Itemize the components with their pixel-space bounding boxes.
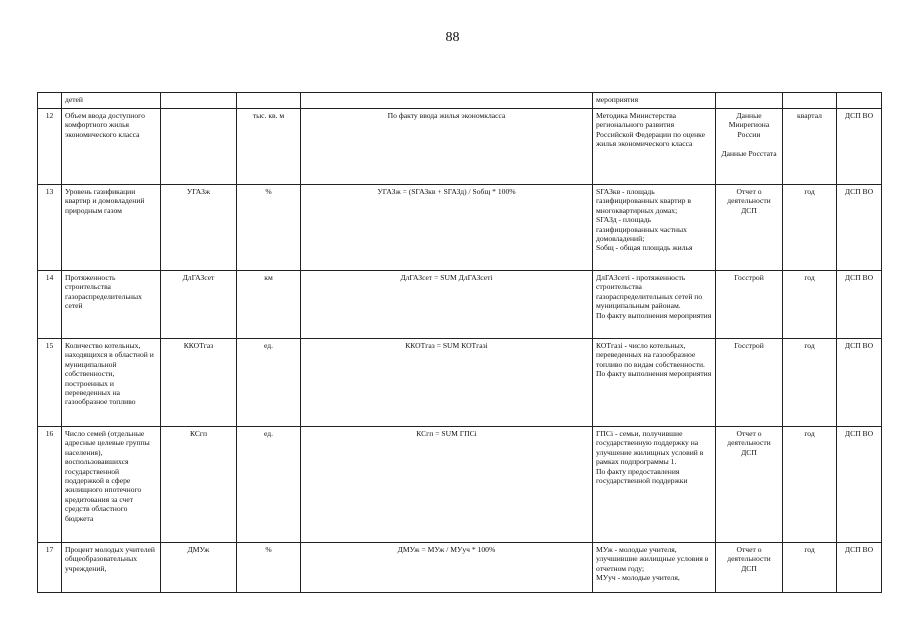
table-row — [38, 271, 882, 339]
indicator-code: КСгп — [161, 427, 237, 543]
data-source: Госстрой — [716, 271, 783, 339]
indicator-name: Процент молодых учителей общеобразовательных учреждений, — [62, 543, 161, 593]
responsible-party: ДСП ВО — [837, 109, 882, 185]
data-source: Госстрой — [716, 339, 783, 427]
calculation-formula: ДМУж = МУж / МУуч * 100% — [301, 543, 593, 593]
data-source: Данные Минрегиона России Данные Росстата — [716, 109, 783, 185]
calculation-formula: По факту ввода жилья экономкласса — [301, 109, 593, 185]
data-source: Отчет о деятельности ДСП — [716, 543, 783, 593]
indicator-name: Число семей (отдельные адресные целевые группы населения), воспользовавшихся государственной поддержкой в сфере жилищного ипотечного кредитования за счет средств областного бюджета — [62, 427, 161, 543]
method-description: ДлГАЗсетi - протяженность строительства газораспределительных сетей по муниципальным районам. По факту выполнения мероприятия — [593, 271, 716, 339]
responsible-party — [837, 93, 882, 109]
responsible-party: ДСП ВО — [837, 543, 882, 593]
reporting-period: год — [783, 427, 837, 543]
row-number — [38, 93, 62, 109]
unit-of-measure: км — [237, 271, 301, 339]
calculation-formula: ККОТгаз = SUM КОТгазi — [301, 339, 593, 427]
row-number: 17 — [38, 543, 62, 593]
reporting-period: год — [783, 271, 837, 339]
table-row — [38, 93, 882, 109]
row-number: 12 — [38, 109, 62, 185]
row-number: 16 — [38, 427, 62, 543]
unit-of-measure: % — [237, 543, 301, 593]
indicator-name: Протяженность строительства газораспределительных сетей — [62, 271, 161, 339]
table-row — [38, 427, 882, 543]
indicator-code: УГАЗж — [161, 185, 237, 271]
method-description: КОТгазi - число котельных, переведенных на газообразное топливо по видам собственности. По факту выполнения мероприятия — [593, 339, 716, 427]
page-number: 88 — [445, 30, 460, 45]
indicator-code: ККОТгаз — [161, 339, 237, 427]
reporting-period: год — [783, 543, 837, 593]
indicator-code — [161, 93, 237, 109]
responsible-party: ДСП ВО — [837, 271, 882, 339]
data-source: Отчет о деятельности ДСП — [716, 427, 783, 543]
method-description: Методика Министерства регионального развития Российской Федерации по оценке жилья экономического класса — [593, 109, 716, 185]
indicator-name: детей — [62, 93, 161, 109]
indicator-name: Количество котельных, находящихся в областной и муниципальной собственности, построенных и переведенных на газообразное топливо — [62, 339, 161, 427]
indicator-code: ДлГАЗсет — [161, 271, 237, 339]
calculation-formula: ДлГАЗсет = SUM ДлГАЗсетi — [301, 271, 593, 339]
method-description: МУж - молодые учителя, улучшившие жилищные условия в отчетном году; МУуч - молодые учителя, — [593, 543, 716, 593]
reporting-period: квартал — [783, 109, 837, 185]
method-description: мероприятия — [593, 93, 716, 109]
table-row — [38, 185, 882, 271]
reporting-period — [783, 93, 837, 109]
unit-of-measure — [237, 93, 301, 109]
indicator-code — [161, 109, 237, 185]
indicator-name: Объем ввода доступного комфортного жилья экономического класса — [62, 109, 161, 185]
method-description: SГАЗкв - площадь газифицированных квартир в многоквартирных домах; SГАЗд - площадь газифицированных частных домовладений; Sобщ - общая площадь жилья — [593, 185, 716, 271]
indicator-name: Уровень газификации квартир и домовладений природным газом — [62, 185, 161, 271]
row-number: 15 — [38, 339, 62, 427]
table-row — [38, 543, 882, 593]
table-row — [38, 109, 882, 185]
data-source — [716, 93, 783, 109]
responsible-party: ДСП ВО — [837, 427, 882, 543]
row-number: 14 — [38, 271, 62, 339]
calculation-formula — [301, 93, 593, 109]
responsible-party: ДСП ВО — [837, 185, 882, 271]
unit-of-measure: тыс. кв. м — [237, 109, 301, 185]
indicators-table — [37, 92, 882, 593]
calculation-formula: КСгп = SUM ГПСi — [301, 427, 593, 543]
reporting-period: год — [783, 185, 837, 271]
table-row — [38, 339, 882, 427]
indicator-code: ДМУж — [161, 543, 237, 593]
reporting-period: год — [783, 339, 837, 427]
unit-of-measure: ед. — [237, 427, 301, 543]
data-source: Отчет о деятельности ДСП — [716, 185, 783, 271]
method-description: ГПСi - семьи, получившие государственную поддержку на улучшение жилищных условий в рамках подпрограммы 1. По факту предоставления государственной поддержки — [593, 427, 716, 543]
row-number: 13 — [38, 185, 62, 271]
unit-of-measure: % — [237, 185, 301, 271]
responsible-party: ДСП ВО — [837, 339, 882, 427]
unit-of-measure: ед. — [237, 339, 301, 427]
calculation-formula: УГАЗж = (SГАЗкв + SГАЗд) / Sобщ * 100% — [301, 185, 593, 271]
